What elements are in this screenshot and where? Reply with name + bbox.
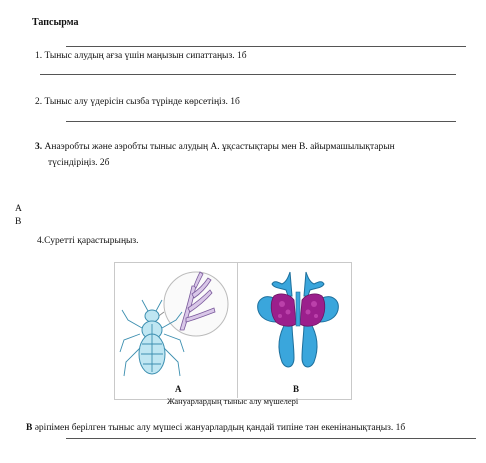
answer-line-5 [66,438,476,439]
question-5-text: әріпімен берілген тыныс алу мүшесі жануарлардың қандай типіне тән екенінанықтаңыз. 1б [34,423,406,433]
question-1: 1. Тыныс алудың ағза үшін маңызын сипаттаңыз. 1б [35,51,247,61]
question-3 [35,142,395,153]
figure-label-b: В [293,384,300,394]
question-3-text: Анаэробты және аэробты тыныс алудың А. ұқсастықтары мен В. айырмашылықтарын [44,142,395,152]
lungs-illustration [252,266,344,374]
question-4: 4.Суретті қарастырыңыз. [37,236,139,246]
question-2: 2. Тыныс алу үдерісін сызба түрінде көрсетіңіз. 1б [35,97,240,107]
question-5 [26,423,405,434]
figure-caption: Жануарлардың тыныс алу мүшелері [167,396,299,406]
answer-label-a: А [15,204,22,214]
answer-line-1b [40,74,456,75]
question-3-number: 3. [35,142,43,152]
answer-line-2 [66,121,456,122]
figure-label-a: А [175,384,182,394]
question-5-letter: В [26,423,33,433]
question-3-line2: түсіндіріңіз. 2б [48,158,110,168]
figure-divider [237,262,238,398]
page-title: Тапсырма [32,17,79,28]
answer-label-b: В [15,217,22,227]
insect-tracheal-illustration [118,268,236,384]
answer-line-1a [66,46,466,47]
